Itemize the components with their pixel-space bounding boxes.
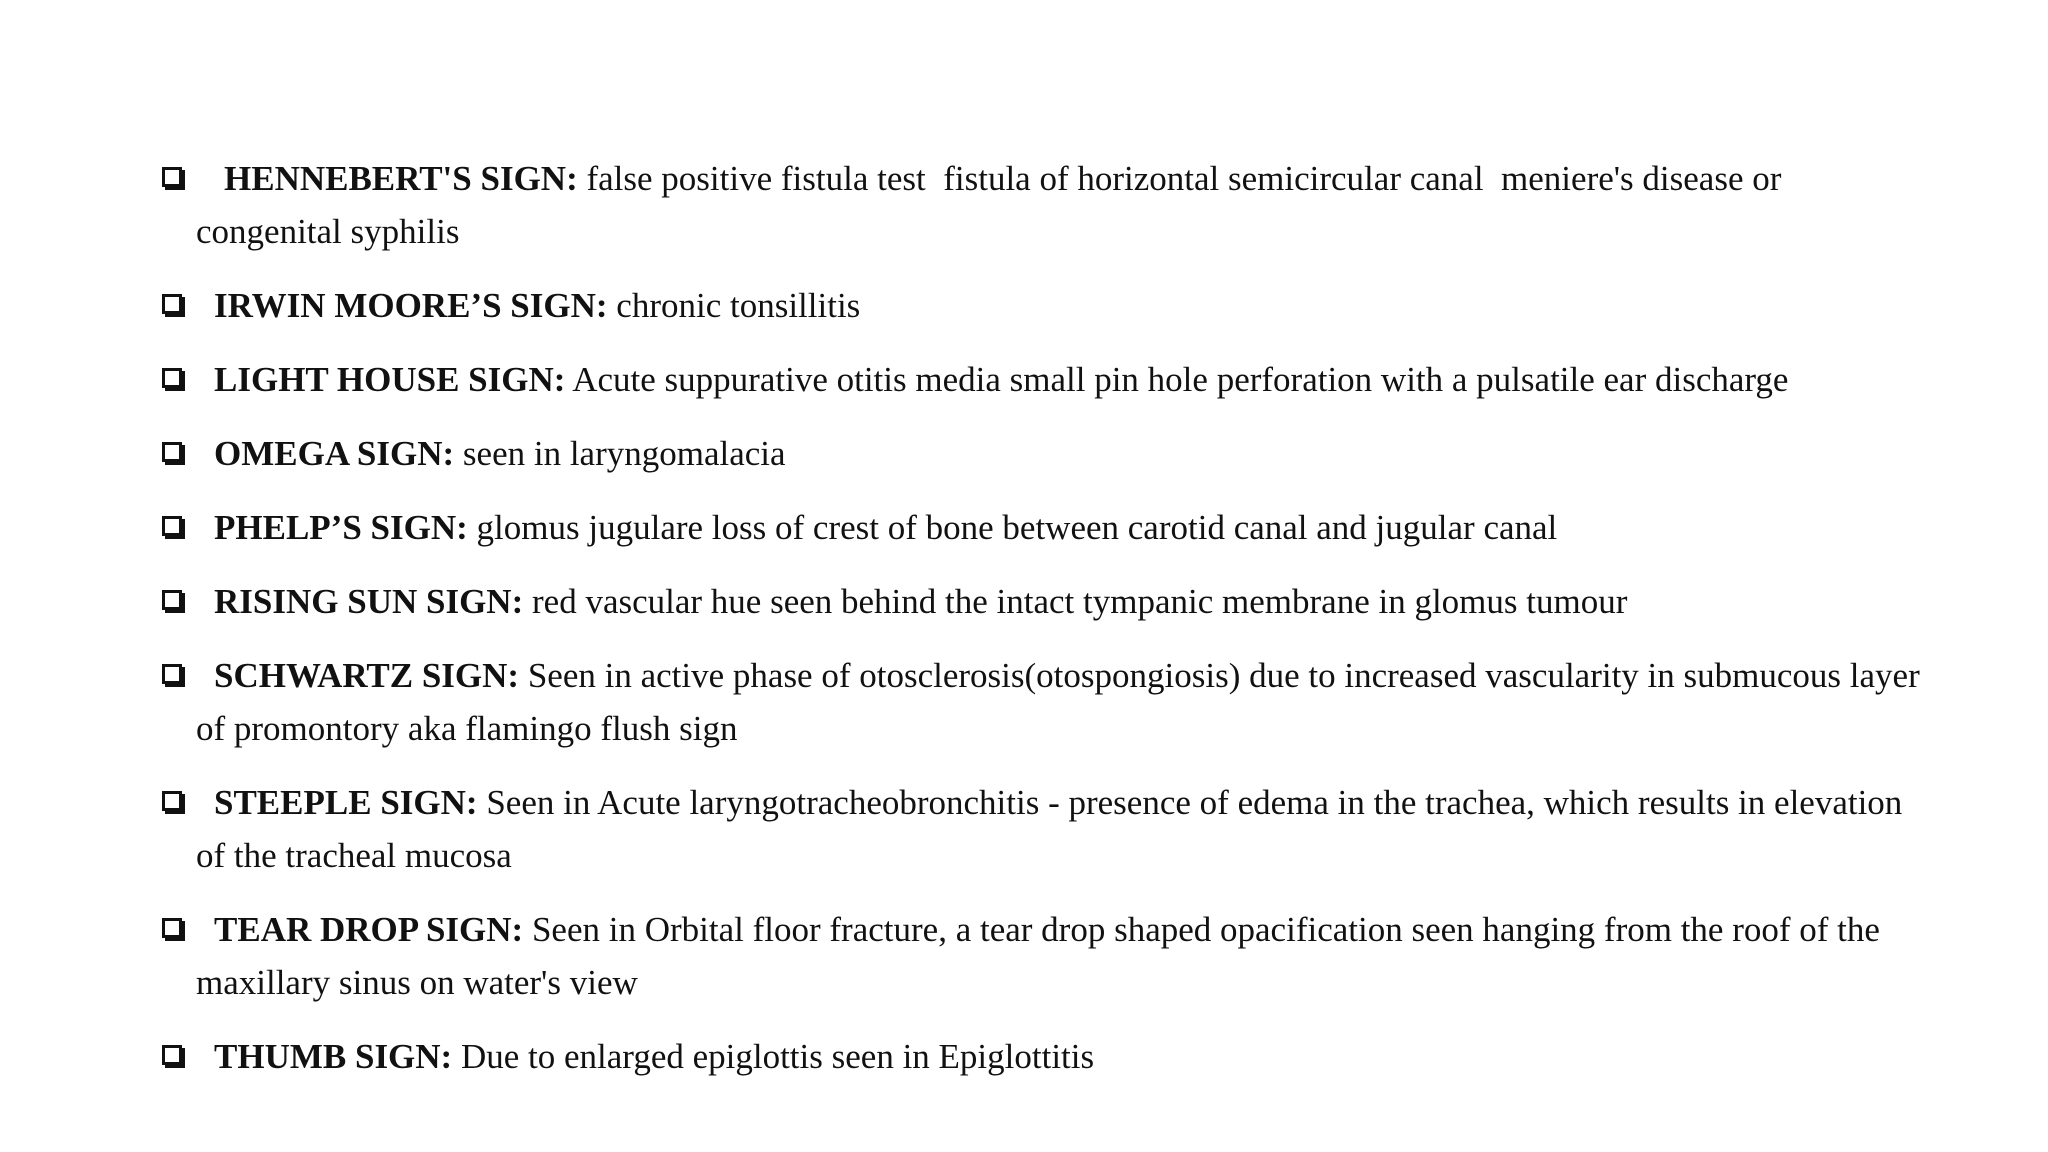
checkbox-square-icon (162, 918, 182, 938)
sign-item-light-house (160, 353, 1920, 406)
sign-term: TEAR DROP SIGN: (214, 910, 524, 949)
checkbox-square-icon (162, 1045, 182, 1065)
checkbox-square-icon (162, 442, 182, 462)
sign-list (160, 152, 1929, 1104)
sign-item-steeple (160, 776, 1920, 882)
checkbox-square-icon (162, 664, 182, 684)
sign-item-omega (160, 427, 1920, 480)
sign-term: HENNEBERT'S SIGN: (224, 159, 578, 198)
sign-definition: Seen in Acute laryngotracheobronchitis - presence of edema in the trachea, which results in elevation of the tracheal mucosa (196, 783, 1912, 875)
sign-term: LIGHT HOUSE SIGN: (214, 360, 566, 399)
sign-item-hennebert (160, 152, 1920, 258)
sign-term: RISING SUN SIGN: (214, 582, 524, 621)
sign-definition: chronic tonsillitis (616, 286, 861, 325)
sign-definition: Acute suppurative otitis media small pin hole perforation with a pulsatile ear discharge (572, 360, 1789, 399)
checkbox-square-icon (162, 791, 182, 811)
checkbox-square-icon (162, 516, 182, 536)
sign-term: SCHWARTZ SIGN: (214, 656, 520, 695)
sign-item-irwin-moore (160, 279, 1920, 332)
sign-item-schwartz (160, 649, 1929, 755)
checkbox-square-icon (162, 167, 182, 187)
sign-item-rising-sun (160, 575, 1920, 628)
sign-definition: seen in laryngomalacia (462, 434, 786, 473)
sign-definition: red vascular hue seen behind the intact tympanic membrane in glomus tumour (532, 582, 1628, 621)
sign-definition: Due to enlarged epiglottis seen in Epiglottitis (460, 1037, 1095, 1076)
sign-definition: Seen in Orbital floor fracture, a tear drop shaped opacification seen hanging from the roof of the maxillary sinus on water's view (196, 910, 1889, 1002)
sign-term: STEEPLE SIGN: (214, 783, 478, 822)
checkbox-square-icon (162, 368, 182, 388)
sign-term: THUMB SIGN: (214, 1037, 453, 1076)
sign-item-thumb (160, 1030, 1920, 1083)
sign-term: OMEGA SIGN: (214, 434, 455, 473)
sign-definition: false positive fistula test fistula of horizontal semicircular canal meniere's disease or congenital syphilis (196, 159, 1791, 251)
sign-term: IRWIN MOORE’S SIGN: (214, 286, 608, 325)
sign-definition: glomus jugulare loss of crest of bone between carotid canal and jugular canal (476, 508, 1558, 547)
checkbox-square-icon (162, 590, 182, 610)
sign-item-phelps (160, 501, 1920, 554)
sign-definition: Seen in active phase of otosclerosis(otospongiosis) due to increased vascularity in submucous layer of promontory aka flamingo flush sign (196, 656, 1929, 748)
sign-term: PHELP’S SIGN: (214, 508, 468, 547)
checkbox-square-icon (162, 294, 182, 314)
sign-item-tear-drop (160, 903, 1920, 1009)
